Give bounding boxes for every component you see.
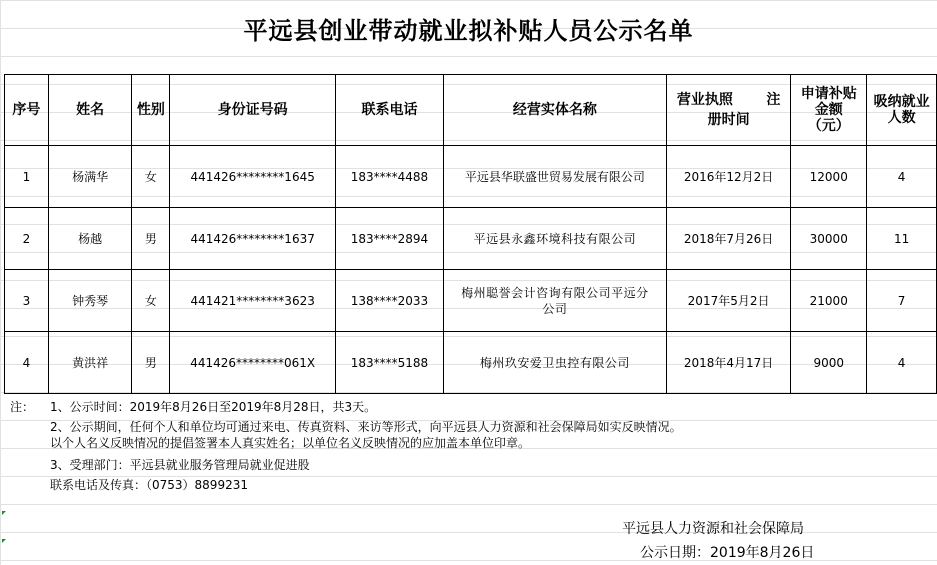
header-company: 经营实体名称 xyxy=(443,75,666,146)
header-reg-time xyxy=(666,75,790,146)
cell-reg-time[interactable]: 2016年12月2日 xyxy=(666,146,790,208)
cell-seq[interactable]: 1 xyxy=(5,146,49,208)
cell-gender[interactable]: 男 xyxy=(132,332,170,394)
header-phone: 联系电话 xyxy=(336,75,444,146)
table-row[interactable] xyxy=(5,332,937,394)
cell-gender[interactable]: 男 xyxy=(132,208,170,270)
cell-gender[interactable]: 女 xyxy=(132,270,170,332)
header-jobs: 吸纳就业人数 xyxy=(867,75,937,146)
note-receiving-department[interactable]: 3、受理部门：平远县就业服务管理局就业促进股 xyxy=(50,458,310,472)
header-seq: 序号 xyxy=(5,75,49,146)
cell-jobs[interactable]: 4 xyxy=(867,332,937,394)
cell-comment-marker xyxy=(2,511,6,515)
cell-company[interactable]: 平远县永鑫环境科技有限公司 xyxy=(443,208,666,270)
cell-id-number[interactable]: 441426********1645 xyxy=(170,146,336,208)
cell-subsidy[interactable]: 21000 xyxy=(791,270,867,332)
cell-company[interactable]: 平远县华联盛世贸易发展有限公司 xyxy=(443,146,666,208)
cell-seq[interactable]: 2 xyxy=(5,208,49,270)
cell-jobs[interactable]: 4 xyxy=(867,146,937,208)
header-subsidy: 申请补贴金额（元） xyxy=(791,75,867,146)
table-row[interactable] xyxy=(5,270,937,332)
header-reg-time-part-c: 册时间 xyxy=(707,112,750,128)
cell-id-number[interactable]: 441426********061X xyxy=(170,332,336,394)
note-feedback-channels[interactable]: 2、公示期间，任何个人和单位均可通过来电、传真资料、来访等形式，向平远县人力资源和社会保障局如实反映情况。 xyxy=(50,420,682,434)
notes-label[interactable]: 注： xyxy=(10,400,35,414)
subsidy-roster-table xyxy=(4,74,937,394)
cell-seq[interactable]: 3 xyxy=(5,270,49,332)
cell-subsidy[interactable]: 12000 xyxy=(791,146,867,208)
footer-publicity-date[interactable]: 公示日期：2019年8月26日 xyxy=(640,545,815,561)
cell-id-number[interactable]: 441421********3623 xyxy=(170,270,336,332)
cell-name[interactable]: 杨越 xyxy=(48,208,132,270)
header-id-number: 身份证号码 xyxy=(170,75,336,146)
header-gender: 性别 xyxy=(132,75,170,146)
note-contact-phone-fax[interactable]: 联系电话及传真：（0753）8899231 xyxy=(50,478,248,492)
cell-company[interactable]: 梅州玖安爱卫虫控有限公司 xyxy=(443,332,666,394)
table-header-row xyxy=(5,75,937,146)
cell-subsidy[interactable]: 9000 xyxy=(791,332,867,394)
cell-reg-time[interactable]: 2018年4月17日 xyxy=(666,332,790,394)
cell-phone[interactable]: 183****2894 xyxy=(336,208,444,270)
cell-jobs[interactable]: 7 xyxy=(867,270,937,332)
cell-gender[interactable]: 女 xyxy=(132,146,170,208)
cell-phone[interactable]: 183****4488 xyxy=(336,146,444,208)
cell-name[interactable]: 杨满华 xyxy=(48,146,132,208)
cell-reg-time[interactable]: 2018年7月26日 xyxy=(666,208,790,270)
header-reg-time-part-b: 注 xyxy=(766,92,781,108)
note-publicity-period[interactable]: 1、公示时间：2019年8月26日至2019年8月28日，共3天。 xyxy=(50,400,377,414)
cell-comment-marker xyxy=(2,539,6,543)
header-name: 姓名 xyxy=(48,75,132,146)
note-feedback-requirements[interactable]: 以个人名义反映情况的提倡签署本人真实姓名；以单位名义反映情况的应加盖本单位印章。 xyxy=(50,436,531,450)
cell-phone[interactable]: 138****2033 xyxy=(336,270,444,332)
cell-jobs[interactable]: 11 xyxy=(867,208,937,270)
table-row[interactable] xyxy=(5,146,937,208)
table-row[interactable] xyxy=(5,208,937,270)
cell-company[interactable]: 梅州聪誉会计咨询有限公司平远分公司 xyxy=(443,270,666,332)
header-reg-time-part-a: 营业执照 xyxy=(676,92,733,108)
cell-subsidy[interactable]: 30000 xyxy=(791,208,867,270)
footer-organization[interactable]: 平远县人力资源和社会保障局 xyxy=(622,521,804,537)
page-title: 平远县创业带动就业拟补贴人员公示名单 xyxy=(243,17,694,45)
cell-name[interactable]: 钟秀琴 xyxy=(48,270,132,332)
cell-name[interactable]: 黄洪祥 xyxy=(48,332,132,394)
cell-reg-time[interactable]: 2017年5月2日 xyxy=(666,270,790,332)
cell-seq[interactable]: 4 xyxy=(5,332,49,394)
cell-phone[interactable]: 183****5188 xyxy=(336,332,444,394)
cell-id-number[interactable]: 441426********1637 xyxy=(170,208,336,270)
